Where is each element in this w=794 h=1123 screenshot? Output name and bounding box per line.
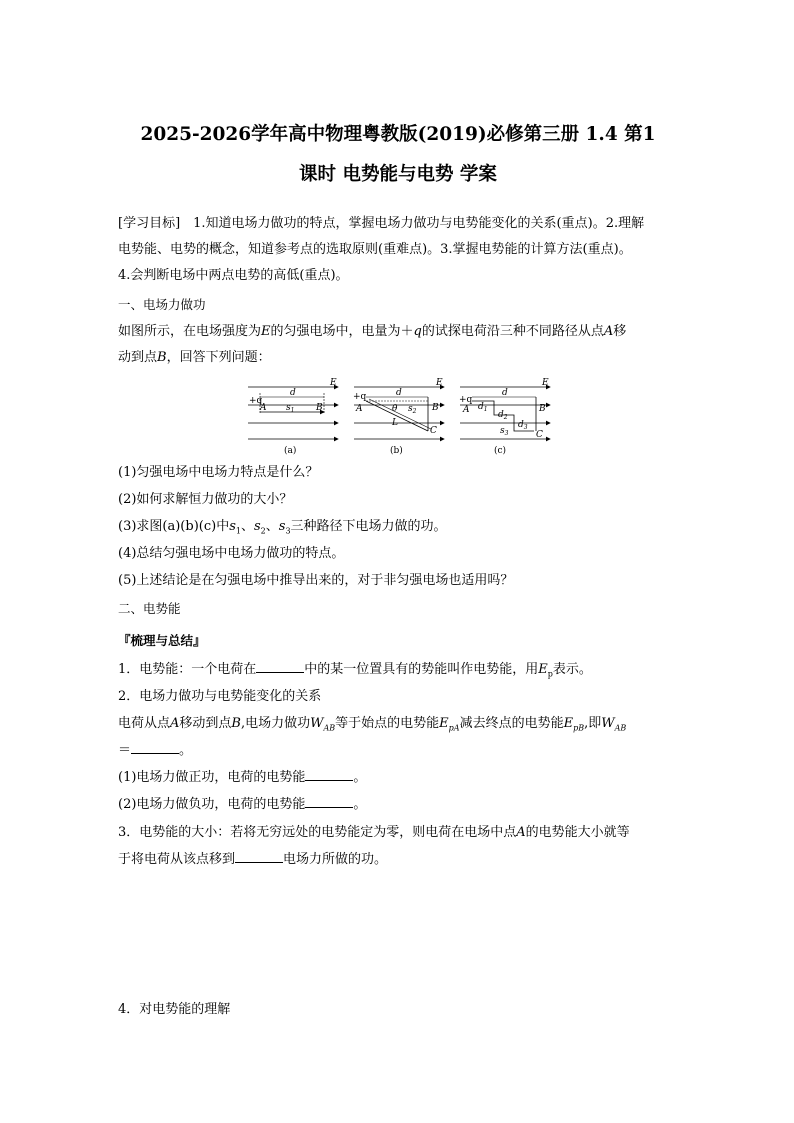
symbol-W: W xyxy=(601,716,615,731)
item-2-detail xyxy=(118,711,680,742)
text: 如图所示，在电场强度为 xyxy=(118,324,262,339)
section1-heading: 一、电场力做功 xyxy=(118,297,206,312)
text: 。 xyxy=(353,797,367,812)
text: (3)求图(a)(b)(c)中 xyxy=(118,519,230,534)
symbol-B: B xyxy=(231,716,241,731)
tspan-d: d xyxy=(498,410,504,420)
caption-b: (b) xyxy=(390,446,403,456)
symbol-A: A xyxy=(603,324,614,339)
item-4: 4．对电势能的理解 xyxy=(118,1002,231,1017)
figure-panel-b xyxy=(353,378,444,456)
section2-heading: 二、电势能 xyxy=(118,601,181,616)
tspan-s: s xyxy=(408,404,413,414)
figure-panel-a xyxy=(248,378,338,456)
symbol-A: A xyxy=(170,716,180,731)
label-L-b: L xyxy=(392,418,398,428)
document-title-line1: 2025-2026学年高中物理粤教版(2019)必修第三册 1.4 第1 xyxy=(140,124,656,145)
label-B-b: B xyxy=(432,403,439,413)
label-d3-c xyxy=(518,420,528,431)
subscript: 1 xyxy=(235,526,241,536)
text: 的匀强电场中，电量为＋ xyxy=(270,324,414,339)
text: 移动到点 xyxy=(179,716,232,731)
text: 移 xyxy=(613,324,627,339)
text: ，回答下列问题： xyxy=(166,350,271,365)
label-d2-c xyxy=(498,410,508,421)
label-d1-c xyxy=(478,402,488,413)
label-d-a: d xyxy=(290,388,296,398)
label-B-a: B xyxy=(316,403,323,413)
label-C-b: C xyxy=(430,426,437,436)
text: (1)电场力做正功，电荷的电势能 xyxy=(118,770,306,785)
subscript: AB xyxy=(614,723,627,733)
tspan-sub: 3 xyxy=(504,430,509,437)
symbol-W: W xyxy=(310,716,324,731)
fill-blank[interactable] xyxy=(256,660,304,673)
symbol-q: q xyxy=(413,324,422,339)
item-2: 2．电场力做功与电势能变化的关系 xyxy=(118,689,322,704)
label-q-b: +q xyxy=(353,392,367,402)
question-1: (1)匀强电场中电场力特点是什么？ xyxy=(118,465,319,480)
question-2: (2)如何求解恒力做功的大小？ xyxy=(118,492,293,507)
tspan-sub: 1 xyxy=(483,406,488,413)
text: ,即 xyxy=(584,716,602,731)
fill-blank[interactable] xyxy=(305,768,353,781)
subscript: AB xyxy=(323,723,336,733)
label-A-a: A xyxy=(260,403,267,413)
item-2-equation xyxy=(118,738,680,764)
question-3: (3)求图(a)(b)(c)中$s_1$、$s_2$、$s_3$三种路径下电场力做的功。 xyxy=(118,519,447,536)
symbol-B: B xyxy=(157,350,167,365)
subscript: pB xyxy=(573,723,585,733)
label-q-a: +q xyxy=(249,396,263,406)
label-s2-b xyxy=(408,404,417,415)
symbol-E: E xyxy=(538,662,548,677)
tspan-s: s xyxy=(286,403,291,413)
symbol-E: E xyxy=(439,716,449,731)
text: 中的某一位置具有的势能叫作电势能，用 xyxy=(304,662,539,677)
electric-field-paths-figure xyxy=(246,375,554,457)
symbol-s: s xyxy=(278,519,286,534)
text: 3．电势能的大小：若将无穷远处的电势能定为零，则电荷在电场中点 xyxy=(118,825,517,840)
text: ＝ xyxy=(118,743,132,758)
caption-a: (a) xyxy=(284,446,297,456)
tspan-d: d xyxy=(518,420,524,430)
label-B-c: B xyxy=(539,404,546,414)
symbol-s: s xyxy=(253,519,261,534)
label-d-c: d xyxy=(502,388,508,398)
text: (2)电场力做负功，电荷的电势能 xyxy=(118,797,306,812)
label-A-c: A xyxy=(463,405,470,415)
subscript: pA xyxy=(448,723,460,733)
item-2-sub1 xyxy=(118,765,680,791)
label-E-c: E xyxy=(542,378,549,388)
item-1 xyxy=(118,657,680,688)
label-s3-c xyxy=(500,426,509,437)
question-4: (4)总结匀强电场中电场力做功的特点。 xyxy=(118,546,345,561)
tspan-d: d xyxy=(478,402,484,412)
text: 电场力所做的功。 xyxy=(283,852,388,867)
text: 电荷从点 xyxy=(118,716,171,731)
label-theta-b: θ xyxy=(392,404,398,414)
objectives-line1: [学习目标] 1.知道电场力做功的特点，掌握电场力做功与电势能变化的关系(重点)。2.理解 xyxy=(118,216,645,231)
fill-blank[interactable] xyxy=(235,850,283,863)
text: 。 xyxy=(353,770,367,785)
text: 动到点 xyxy=(118,350,158,365)
label-d-b: d xyxy=(396,388,402,398)
text: 减去终点的电势能 xyxy=(459,716,564,731)
text: 表示。 xyxy=(552,662,592,677)
label-C-c: C xyxy=(536,430,543,440)
tspan-sub: 3 xyxy=(523,424,528,431)
figure-svg xyxy=(246,375,554,457)
summary-heading: 『梳理与总结』 xyxy=(118,633,206,648)
subscript: 3 xyxy=(285,526,291,536)
symbol-E: E xyxy=(563,716,574,731)
tspan-sub: 2 xyxy=(503,414,508,421)
label-E-b: E xyxy=(436,378,443,388)
objectives-line3: 4.会判断电场中两点电势的高低(重点)。 xyxy=(118,268,349,283)
text: 1．电势能：一个电荷在 xyxy=(118,662,257,677)
item-3-line2 xyxy=(118,847,680,873)
figure-panel-c xyxy=(459,378,550,456)
section1-intro-line2 xyxy=(118,345,680,371)
question-5: (5)上述结论是在匀强电场中推导出来的，对于非匀强电场也适用吗？ xyxy=(118,573,514,588)
text: ,电场力做功 xyxy=(240,716,311,731)
text: 于将电荷从该点移到 xyxy=(118,852,236,867)
tspan-sub: 1 xyxy=(290,407,295,414)
symbol-s: s xyxy=(229,519,236,534)
item-3-line1 xyxy=(118,820,680,846)
objectives-line2: 电势能、电势的概念，知道参考点的选取原则(重难点)。3.掌握电势能的计算方法(重点)。 xyxy=(118,242,632,257)
label-q-c: +q xyxy=(459,395,473,405)
text: 。 xyxy=(179,743,193,758)
fill-blank[interactable] xyxy=(131,741,179,754)
text: 的电势能大小就等 xyxy=(525,825,630,840)
subscript: 2 xyxy=(260,526,266,536)
document-title-line2: 课时 电势能与电势 学案 xyxy=(299,164,497,185)
text: 三种路径下电场力做的功。 xyxy=(290,519,447,534)
label-E-a: E xyxy=(330,378,337,388)
subscript: p xyxy=(547,669,553,679)
label-A-b: A xyxy=(356,404,363,414)
tspan-sub: 2 xyxy=(412,408,417,415)
symbol-E: E xyxy=(261,324,271,339)
fill-blank[interactable] xyxy=(305,795,353,808)
caption-c: (c) xyxy=(494,446,507,456)
text: 的试探电荷沿三种不同路径从点 xyxy=(421,324,604,339)
item-2-sub2 xyxy=(118,792,680,818)
tspan-s: s xyxy=(500,426,505,436)
section1-intro-line1 xyxy=(118,319,680,345)
symbol-A: A xyxy=(516,825,526,840)
text: 等于始点的电势能 xyxy=(335,716,440,731)
